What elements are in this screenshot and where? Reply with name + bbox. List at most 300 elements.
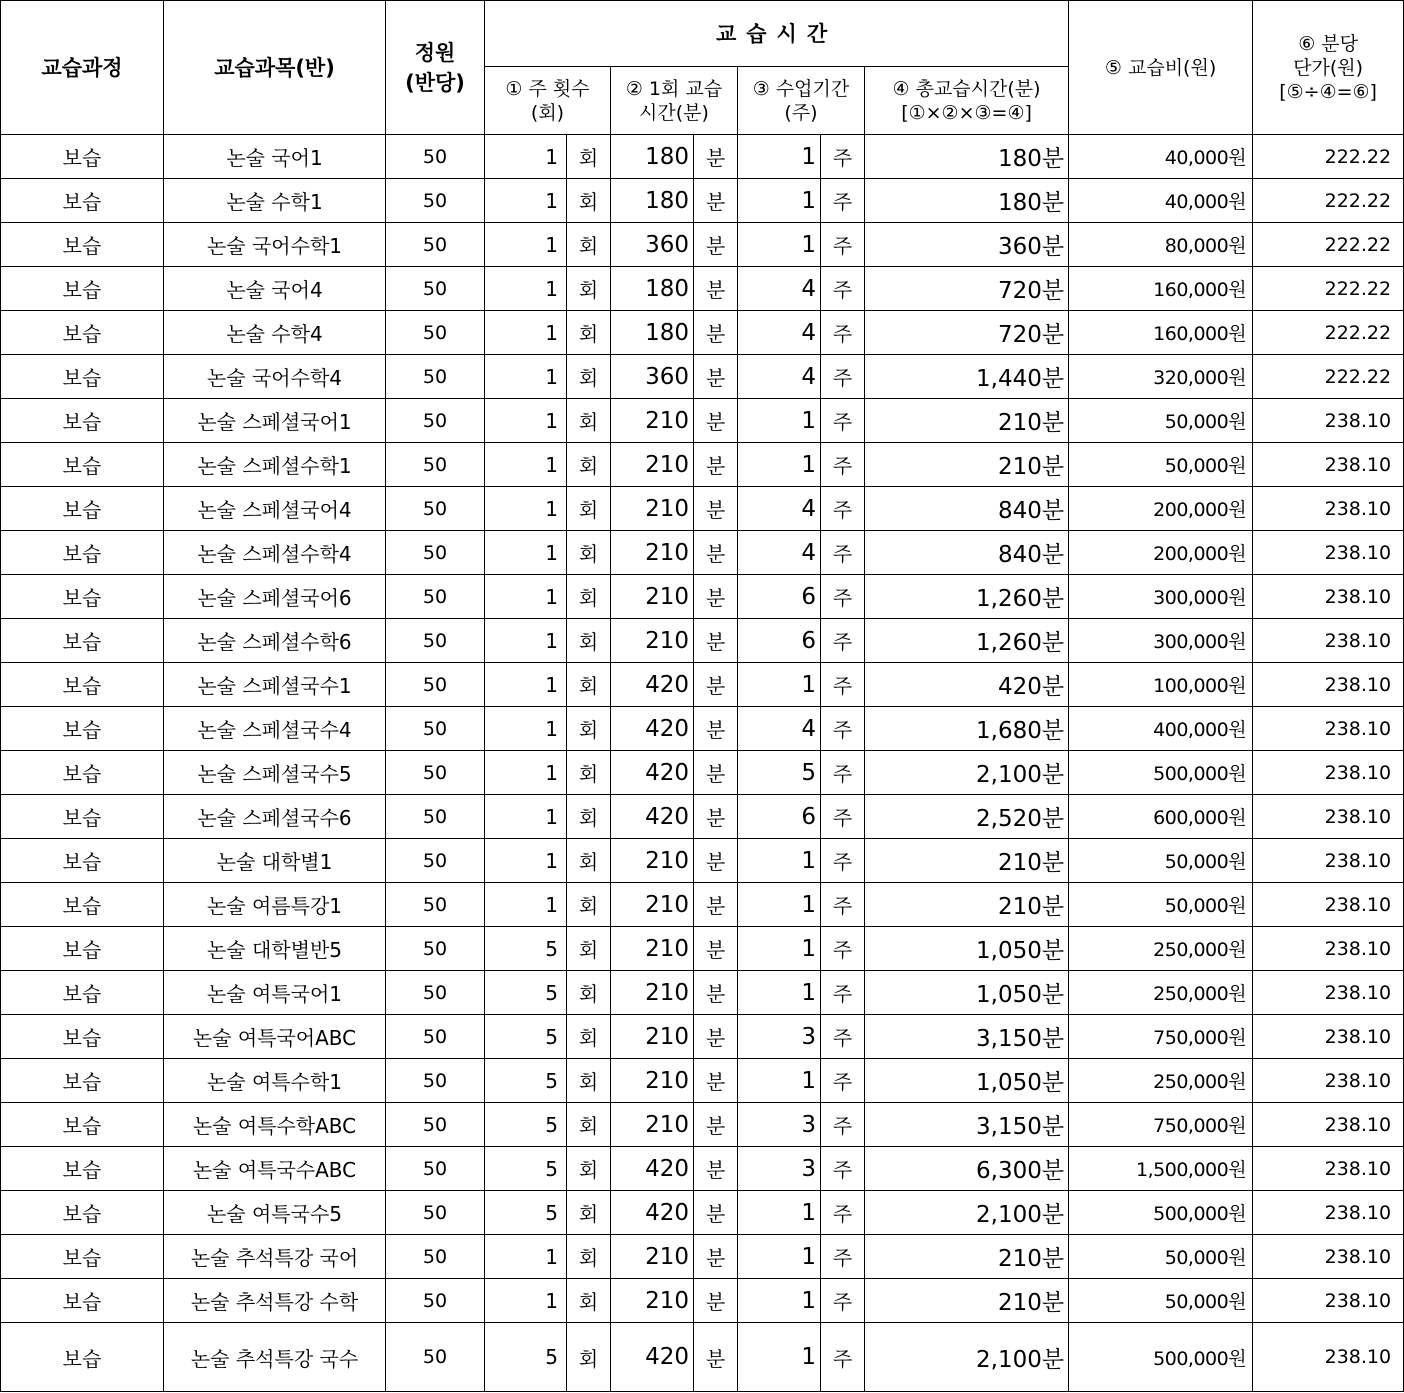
table-row: [1, 1059, 1404, 1103]
unit-price-cell: 238.10: [1253, 663, 1404, 707]
capacity-cell: 50: [386, 663, 485, 707]
weekly-count-cell: 1: [485, 443, 567, 487]
period-weeks-cell: 4: [738, 267, 821, 311]
course-cell: 보습: [1, 751, 164, 795]
total-minutes-cell: 210분: [865, 839, 1069, 883]
session-minutes-unit: 분: [694, 663, 738, 707]
weekly-count-cell: 1: [485, 575, 567, 619]
course-cell: 보습: [1, 839, 164, 883]
course-cell: 보습: [1, 311, 164, 355]
session-minutes-unit: 분: [694, 399, 738, 443]
capacity-cell: 50: [386, 1323, 485, 1392]
session-minutes-unit: 분: [694, 1323, 738, 1392]
fee-cell: 750,000원: [1069, 1103, 1253, 1147]
unit-price-cell: 222.22: [1253, 223, 1404, 267]
unit-price-cell: 238.10: [1253, 487, 1404, 531]
session-minutes-cell: 180: [611, 311, 694, 355]
table-row: [1, 619, 1404, 663]
total-minutes-cell: 1,050분: [865, 971, 1069, 1015]
weekly-count-unit: 회: [567, 795, 611, 839]
header-session-minutes: ② 1회 교습 시간(분): [611, 67, 738, 135]
unit-price-cell: 238.10: [1253, 1235, 1404, 1279]
subject-cell: 논술 여특국수5: [164, 1191, 386, 1235]
total-minutes-cell: 180분: [865, 135, 1069, 179]
session-minutes-unit: 분: [694, 839, 738, 883]
period-weeks-unit: 주: [821, 487, 865, 531]
period-weeks-cell: 1: [738, 1323, 821, 1392]
session-minutes-cell: 420: [611, 1191, 694, 1235]
total-minutes-cell: 210분: [865, 883, 1069, 927]
unit-price-cell: 238.10: [1253, 1015, 1404, 1059]
capacity-cell: 50: [386, 1235, 485, 1279]
total-minutes-cell: 840분: [865, 487, 1069, 531]
weekly-count-cell: 1: [485, 399, 567, 443]
session-minutes-unit: 분: [694, 223, 738, 267]
unit-price-cell: 238.10: [1253, 531, 1404, 575]
weekly-count-cell: 1: [485, 531, 567, 575]
period-weeks-unit: 주: [821, 267, 865, 311]
total-minutes-cell: 1,440분: [865, 355, 1069, 399]
course-cell: 보습: [1, 1015, 164, 1059]
weekly-count-cell: 1: [485, 751, 567, 795]
capacity-cell: 50: [386, 839, 485, 883]
table-row: [1, 355, 1404, 399]
period-weeks-cell: 6: [738, 795, 821, 839]
table-row: [1, 531, 1404, 575]
weekly-count-unit: 회: [567, 1103, 611, 1147]
fee-cell: 300,000원: [1069, 619, 1253, 663]
fee-cell: 160,000원: [1069, 267, 1253, 311]
session-minutes-cell: 420: [611, 707, 694, 751]
period-weeks-unit: 주: [821, 1235, 865, 1279]
period-weeks-cell: 4: [738, 487, 821, 531]
fee-cell: 200,000원: [1069, 487, 1253, 531]
weekly-count-cell: 1: [485, 311, 567, 355]
weekly-count-cell: 1: [485, 619, 567, 663]
capacity-cell: 50: [386, 311, 485, 355]
table-row: [1, 135, 1404, 179]
period-weeks-cell: 1: [738, 927, 821, 971]
fee-cell: 500,000원: [1069, 1323, 1253, 1392]
session-minutes-cell: 420: [611, 1323, 694, 1392]
period-weeks-cell: 4: [738, 531, 821, 575]
fee-cell: 40,000원: [1069, 135, 1253, 179]
period-weeks-unit: 주: [821, 795, 865, 839]
capacity-cell: 50: [386, 575, 485, 619]
session-minutes-unit: 분: [694, 575, 738, 619]
period-weeks-unit: 주: [821, 619, 865, 663]
header-fee: ⑤ 교습비(원): [1069, 1, 1253, 135]
table-row: [1, 971, 1404, 1015]
session-minutes-cell: 180: [611, 179, 694, 223]
unit-price-cell: 238.10: [1253, 927, 1404, 971]
session-minutes-cell: 210: [611, 883, 694, 927]
fee-cell: 50,000원: [1069, 1235, 1253, 1279]
period-weeks-cell: 1: [738, 399, 821, 443]
capacity-cell: 50: [386, 1103, 485, 1147]
session-minutes-unit: 분: [694, 1015, 738, 1059]
fee-cell: 50,000원: [1069, 443, 1253, 487]
unit-price-cell: 222.22: [1253, 311, 1404, 355]
period-weeks-unit: 주: [821, 1103, 865, 1147]
session-minutes-unit: 분: [694, 1191, 738, 1235]
weekly-count-unit: 회: [567, 839, 611, 883]
table-row: [1, 399, 1404, 443]
fee-cell: 500,000원: [1069, 751, 1253, 795]
header-total-minutes: ④ 총교습시간(분) [①×②×③=④]: [865, 67, 1069, 135]
weekly-count-cell: 5: [485, 1059, 567, 1103]
table-row: [1, 1235, 1404, 1279]
course-cell: 보습: [1, 531, 164, 575]
table-row: [1, 311, 1404, 355]
session-minutes-cell: 210: [611, 443, 694, 487]
table-row: [1, 575, 1404, 619]
course-cell: 보습: [1, 707, 164, 751]
weekly-count-unit: 회: [567, 179, 611, 223]
period-weeks-unit: 주: [821, 1323, 865, 1392]
capacity-cell: 50: [386, 883, 485, 927]
weekly-count-unit: 회: [567, 663, 611, 707]
table-row: [1, 1191, 1404, 1235]
table-row: [1, 927, 1404, 971]
period-weeks-cell: 1: [738, 179, 821, 223]
fee-cell: 80,000원: [1069, 223, 1253, 267]
course-cell: 보습: [1, 487, 164, 531]
subject-cell: 논술 스페셜국수4: [164, 707, 386, 751]
unit-price-cell: 238.10: [1253, 1103, 1404, 1147]
period-weeks-cell: 1: [738, 1235, 821, 1279]
unit-price-cell: 222.22: [1253, 267, 1404, 311]
course-cell: 보습: [1, 619, 164, 663]
session-minutes-unit: 분: [694, 311, 738, 355]
session-minutes-cell: 360: [611, 355, 694, 399]
session-minutes-cell: 210: [611, 1059, 694, 1103]
table-row: [1, 443, 1404, 487]
weekly-count-unit: 회: [567, 619, 611, 663]
weekly-count-cell: 1: [485, 883, 567, 927]
period-weeks-unit: 주: [821, 311, 865, 355]
weekly-count-unit: 회: [567, 1191, 611, 1235]
table-body: [1, 135, 1404, 1392]
weekly-count-unit: 회: [567, 223, 611, 267]
session-minutes-cell: 210: [611, 487, 694, 531]
session-minutes-unit: 분: [694, 971, 738, 1015]
session-minutes-cell: 210: [611, 839, 694, 883]
course-cell: 보습: [1, 1059, 164, 1103]
period-weeks-unit: 주: [821, 883, 865, 927]
session-minutes-unit: 분: [694, 619, 738, 663]
fee-cell: 250,000원: [1069, 1059, 1253, 1103]
capacity-cell: 50: [386, 619, 485, 663]
period-weeks-unit: 주: [821, 179, 865, 223]
weekly-count-unit: 회: [567, 267, 611, 311]
weekly-count-cell: 1: [485, 663, 567, 707]
course-cell: 보습: [1, 795, 164, 839]
session-minutes-unit: 분: [694, 443, 738, 487]
total-minutes-cell: 210분: [865, 1279, 1069, 1323]
capacity-cell: 50: [386, 399, 485, 443]
capacity-cell: 50: [386, 927, 485, 971]
total-minutes-cell: 210분: [865, 1235, 1069, 1279]
table-row: [1, 1323, 1404, 1392]
unit-price-cell: 238.10: [1253, 399, 1404, 443]
course-cell: 보습: [1, 575, 164, 619]
weekly-count-unit: 회: [567, 1235, 611, 1279]
weekly-count-cell: 5: [485, 927, 567, 971]
session-minutes-unit: 분: [694, 707, 738, 751]
weekly-count-cell: 5: [485, 1103, 567, 1147]
period-weeks-cell: 5: [738, 751, 821, 795]
capacity-cell: 50: [386, 355, 485, 399]
period-weeks-unit: 주: [821, 1059, 865, 1103]
session-minutes-unit: 분: [694, 487, 738, 531]
subject-cell: 논술 추석특강 수학: [164, 1279, 386, 1323]
subject-cell: 논술 스페셜국수1: [164, 663, 386, 707]
course-cell: 보습: [1, 883, 164, 927]
capacity-cell: 50: [386, 179, 485, 223]
weekly-count-unit: 회: [567, 1279, 611, 1323]
total-minutes-cell: 1,050분: [865, 927, 1069, 971]
period-weeks-cell: 1: [738, 883, 821, 927]
weekly-count-unit: 회: [567, 399, 611, 443]
fee-cell: 1,500,000원: [1069, 1147, 1253, 1191]
unit-price-cell: 238.10: [1253, 1323, 1404, 1392]
subject-cell: 논술 여특국어1: [164, 971, 386, 1015]
session-minutes-unit: 분: [694, 1235, 738, 1279]
weekly-count-unit: 회: [567, 311, 611, 355]
weekly-count-unit: 회: [567, 487, 611, 531]
course-cell: 보습: [1, 135, 164, 179]
table-row: [1, 1279, 1404, 1323]
period-weeks-cell: 6: [738, 619, 821, 663]
unit-price-cell: 222.22: [1253, 135, 1404, 179]
unit-price-cell: 238.10: [1253, 1147, 1404, 1191]
course-cell: 보습: [1, 1191, 164, 1235]
total-minutes-cell: 6,300분: [865, 1147, 1069, 1191]
weekly-count-cell: 5: [485, 971, 567, 1015]
total-minutes-cell: 1,260분: [865, 575, 1069, 619]
period-weeks-unit: 주: [821, 707, 865, 751]
table-row: [1, 1015, 1404, 1059]
total-minutes-cell: 1,050분: [865, 1059, 1069, 1103]
session-minutes-unit: 분: [694, 355, 738, 399]
table-row: [1, 751, 1404, 795]
weekly-count-unit: 회: [567, 355, 611, 399]
table-row: [1, 795, 1404, 839]
fee-cell: 320,000원: [1069, 355, 1253, 399]
session-minutes-unit: 분: [694, 179, 738, 223]
period-weeks-unit: 주: [821, 663, 865, 707]
weekly-count-unit: 회: [567, 751, 611, 795]
unit-price-cell: 238.10: [1253, 707, 1404, 751]
period-weeks-cell: 1: [738, 135, 821, 179]
subject-cell: 논술 수학4: [164, 311, 386, 355]
unit-price-cell: 238.10: [1253, 839, 1404, 883]
capacity-cell: 50: [386, 1279, 485, 1323]
session-minutes-cell: 420: [611, 751, 694, 795]
unit-price-cell: 238.10: [1253, 795, 1404, 839]
capacity-cell: 50: [386, 223, 485, 267]
session-minutes-cell: 210: [611, 1235, 694, 1279]
capacity-cell: 50: [386, 1059, 485, 1103]
header-capacity: 정원 (반당): [386, 1, 485, 135]
period-weeks-unit: 주: [821, 355, 865, 399]
total-minutes-cell: 210분: [865, 443, 1069, 487]
header-unit-price: ⑥ 분당 단가(원) [⑤÷④=⑥]: [1253, 1, 1404, 135]
fee-cell: 50,000원: [1069, 839, 1253, 883]
unit-price-cell: 238.10: [1253, 443, 1404, 487]
session-minutes-cell: 420: [611, 795, 694, 839]
weekly-count-cell: 5: [485, 1323, 567, 1392]
course-cell: 보습: [1, 355, 164, 399]
session-minutes-cell: 210: [611, 399, 694, 443]
total-minutes-cell: 1,680분: [865, 707, 1069, 751]
course-cell: 보습: [1, 1323, 164, 1392]
session-minutes-unit: 분: [694, 927, 738, 971]
weekly-count-unit: 회: [567, 1323, 611, 1392]
fee-cell: 50,000원: [1069, 883, 1253, 927]
header-weekly-count: ① 주 횟수 (회): [485, 67, 611, 135]
weekly-count-unit: 회: [567, 135, 611, 179]
session-minutes-cell: 360: [611, 223, 694, 267]
session-minutes-cell: 180: [611, 135, 694, 179]
unit-price-cell: 238.10: [1253, 751, 1404, 795]
header-subject: 교습과목(반): [164, 1, 386, 135]
period-weeks-cell: 1: [738, 223, 821, 267]
period-weeks-unit: 주: [821, 971, 865, 1015]
table-row: [1, 1147, 1404, 1191]
session-minutes-unit: 분: [694, 1059, 738, 1103]
course-cell: 보습: [1, 1147, 164, 1191]
weekly-count-cell: 1: [485, 795, 567, 839]
fee-cell: 200,000원: [1069, 531, 1253, 575]
total-minutes-cell: 420분: [865, 663, 1069, 707]
subject-cell: 논술 국어수학1: [164, 223, 386, 267]
fee-cell: 250,000원: [1069, 927, 1253, 971]
capacity-cell: 50: [386, 135, 485, 179]
weekly-count-unit: 회: [567, 1015, 611, 1059]
unit-price-cell: 238.10: [1253, 619, 1404, 663]
subject-cell: 논술 스페셜수학4: [164, 531, 386, 575]
total-minutes-cell: 1,260분: [865, 619, 1069, 663]
table-row: [1, 707, 1404, 751]
session-minutes-unit: 분: [694, 751, 738, 795]
period-weeks-cell: 1: [738, 1191, 821, 1235]
subject-cell: 논술 여특수학ABC: [164, 1103, 386, 1147]
weekly-count-unit: 회: [567, 443, 611, 487]
course-cell: 보습: [1, 1279, 164, 1323]
course-cell: 보습: [1, 663, 164, 707]
fee-cell: 300,000원: [1069, 575, 1253, 619]
capacity-cell: 50: [386, 487, 485, 531]
session-minutes-cell: 210: [611, 1015, 694, 1059]
weekly-count-cell: 1: [485, 267, 567, 311]
weekly-count-cell: 1: [485, 707, 567, 751]
weekly-count-cell: 5: [485, 1147, 567, 1191]
unit-price-cell: 238.10: [1253, 1279, 1404, 1323]
total-minutes-cell: 3,150분: [865, 1015, 1069, 1059]
subject-cell: 논술 스페셜국어1: [164, 399, 386, 443]
session-minutes-unit: 분: [694, 135, 738, 179]
period-weeks-unit: 주: [821, 531, 865, 575]
subject-cell: 논술 대학별반5: [164, 927, 386, 971]
weekly-count-cell: 5: [485, 1191, 567, 1235]
capacity-cell: 50: [386, 751, 485, 795]
weekly-count-unit: 회: [567, 971, 611, 1015]
weekly-count-cell: 5: [485, 1015, 567, 1059]
subject-cell: 논술 국어1: [164, 135, 386, 179]
capacity-cell: 50: [386, 267, 485, 311]
course-cell: 보습: [1, 179, 164, 223]
session-minutes-unit: 분: [694, 883, 738, 927]
subject-cell: 논술 스페셜국수6: [164, 795, 386, 839]
table-row: [1, 883, 1404, 927]
session-minutes-cell: 420: [611, 663, 694, 707]
session-minutes-unit: 분: [694, 795, 738, 839]
course-cell: 보습: [1, 399, 164, 443]
session-minutes-unit: 분: [694, 1279, 738, 1323]
weekly-count-cell: 1: [485, 135, 567, 179]
weekly-count-cell: 1: [485, 1235, 567, 1279]
weekly-count-unit: 회: [567, 1059, 611, 1103]
course-cell: 보습: [1, 1235, 164, 1279]
subject-cell: 논술 스페셜수학6: [164, 619, 386, 663]
fee-cell: 50,000원: [1069, 399, 1253, 443]
capacity-cell: 50: [386, 1191, 485, 1235]
period-weeks-cell: 4: [738, 311, 821, 355]
fee-cell: 100,000원: [1069, 663, 1253, 707]
period-weeks-unit: 주: [821, 927, 865, 971]
course-cell: 보습: [1, 223, 164, 267]
unit-price-cell: 238.10: [1253, 1059, 1404, 1103]
session-minutes-cell: 210: [611, 575, 694, 619]
weekly-count-cell: 1: [485, 355, 567, 399]
subject-cell: 논술 국어수학4: [164, 355, 386, 399]
period-weeks-unit: 주: [821, 1015, 865, 1059]
fee-cell: 750,000원: [1069, 1015, 1253, 1059]
course-cell: 보습: [1, 971, 164, 1015]
period-weeks-cell: 3: [738, 1103, 821, 1147]
unit-price-cell: 238.10: [1253, 1191, 1404, 1235]
period-weeks-unit: 주: [821, 135, 865, 179]
total-minutes-cell: 2,520분: [865, 795, 1069, 839]
fee-cell: 50,000원: [1069, 1279, 1253, 1323]
fee-cell: 160,000원: [1069, 311, 1253, 355]
subject-cell: 논술 스페셜수학1: [164, 443, 386, 487]
weekly-count-unit: 회: [567, 1147, 611, 1191]
session-minutes-cell: 210: [611, 1103, 694, 1147]
period-weeks-cell: 4: [738, 355, 821, 399]
session-minutes-cell: 180: [611, 267, 694, 311]
weekly-count-cell: 1: [485, 179, 567, 223]
period-weeks-unit: 주: [821, 751, 865, 795]
period-weeks-unit: 주: [821, 443, 865, 487]
weekly-count-cell: 1: [485, 223, 567, 267]
capacity-cell: 50: [386, 531, 485, 575]
total-minutes-cell: 2,100분: [865, 1323, 1069, 1392]
subject-cell: 논술 스페셜국어4: [164, 487, 386, 531]
table-row: [1, 487, 1404, 531]
weekly-count-cell: 1: [485, 1279, 567, 1323]
period-weeks-cell: 6: [738, 575, 821, 619]
fee-cell: 40,000원: [1069, 179, 1253, 223]
table-row: [1, 839, 1404, 883]
period-weeks-cell: 3: [738, 1147, 821, 1191]
period-weeks-cell: 1: [738, 663, 821, 707]
unit-price-cell: 238.10: [1253, 971, 1404, 1015]
subject-cell: 논술 국어4: [164, 267, 386, 311]
unit-price-cell: 222.22: [1253, 179, 1404, 223]
